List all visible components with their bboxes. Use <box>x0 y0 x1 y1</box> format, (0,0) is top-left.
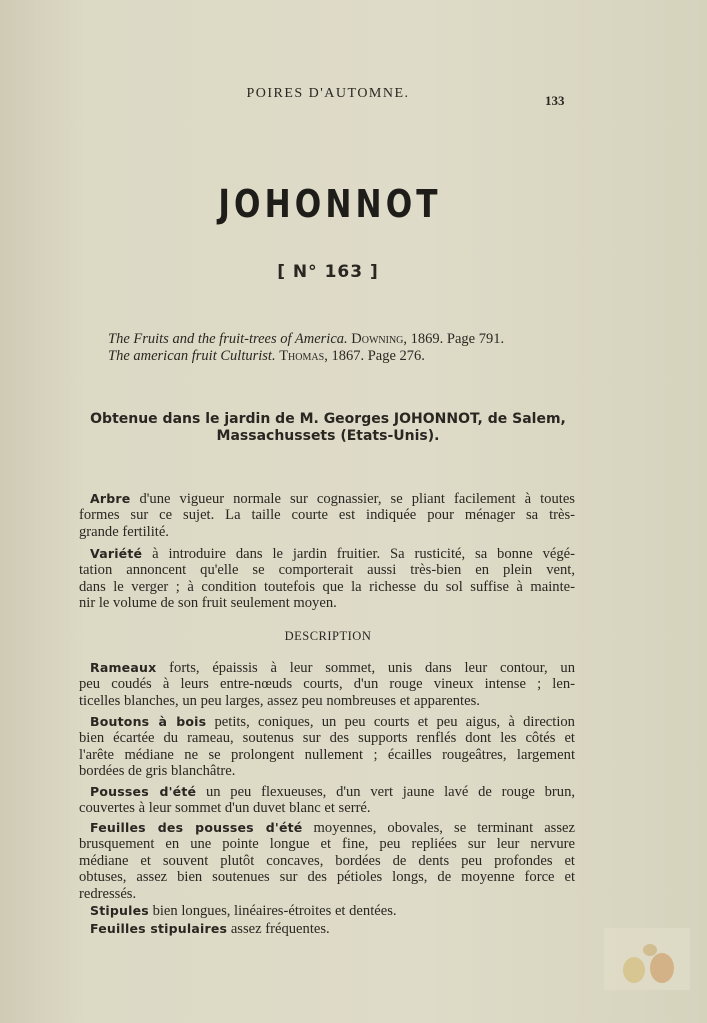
paragraph-lead-term: Stipules <box>90 903 149 918</box>
paragraph-line <box>79 693 575 710</box>
paragraph-text: médiane et souvent plutôt concaves, bordées de dents peu profondes et <box>79 852 575 869</box>
paragraph-lead-term: Arbre <box>90 491 131 506</box>
paragraph-lead-term: Feuilles des pousses d'été <box>90 820 303 835</box>
paragraph-line <box>79 676 575 693</box>
paragraph-text: ticelles blanches, un peu larges, assez peu nombreuses et apparentes. <box>79 692 480 709</box>
paragraph-line <box>79 853 575 870</box>
paragraph-line <box>79 595 575 612</box>
paragraph-line <box>79 886 575 903</box>
paragraph-text: bien écartée du rameau, soutenus sur des supports renflés dont les côtés et <box>79 729 575 746</box>
paragraph-text: brusquement en une pointe longue et fine, peu repliées sur leur nervure <box>79 835 575 852</box>
paragraph-text: à introduire dans le jardin fruitier. Sa rusticité, sa bonne végé- <box>152 546 575 562</box>
paragraph-text: grande fertilité. <box>79 523 169 540</box>
reference-author: Thomas <box>279 348 325 364</box>
paragraph-lead-term: Feuilles stipulaires <box>90 921 228 936</box>
paragraph-text: tation annoncent qu'elle se comporterait aussi très-bien en plein vent, <box>79 561 575 578</box>
paragraph-text: obtuses, assez bien soutenues sur des pétioles longs, de moyenne force et <box>79 869 575 886</box>
page-number: 133 <box>545 93 565 108</box>
variety-number: [ N° 163 ] <box>277 262 379 282</box>
paragraph-text: formes sur ce sujet. La taille courte est indiquée pour ménager sa très- <box>79 506 575 523</box>
paragraph-line <box>90 545 575 562</box>
origin-line-1: Obtenue dans le jardin de M. Georges JOHONNOT, de Salem, <box>90 411 566 427</box>
paragraph-text: moyennes, obovales, se terminant assez <box>313 820 575 836</box>
paragraph-line <box>90 783 575 800</box>
paragraph-text: nir le volume de son fruit seulement moyen. <box>79 595 337 612</box>
paragraph-text: petits, coniques, un peu courts et peu aigus, à direction <box>214 714 575 730</box>
paragraph-text: couvertes à leur sommet d'un duvet blanc et serré. <box>79 799 371 816</box>
reference-details: , 1867. Page 276. <box>324 348 425 364</box>
paragraph-line <box>90 902 575 919</box>
fruit-watermark-icon <box>604 928 690 990</box>
paragraph-line <box>90 659 575 676</box>
reference-1 <box>108 331 504 348</box>
paragraph-line <box>90 920 575 937</box>
paragraph-line <box>90 819 575 836</box>
running-title: POIRES D'AUTOMNE. <box>246 86 410 101</box>
paragraph-line <box>79 836 575 853</box>
paragraph-line <box>90 490 575 507</box>
paragraph-line <box>79 869 575 886</box>
paragraph-line <box>79 763 575 780</box>
paragraph-line <box>79 579 575 596</box>
reference-author: Downing <box>351 331 404 347</box>
paragraph-text: un peu flexueuses, d'un vert jaune lavé de rouge brun, <box>205 784 576 800</box>
paragraph-line <box>79 507 575 524</box>
paragraph-text: forts, épaissis à leur sommet, unis dans leur contour, un <box>169 660 575 676</box>
paragraph-line <box>79 800 575 817</box>
paragraph-line <box>79 730 575 747</box>
paragraph-line <box>79 524 575 541</box>
paragraph-text: l'arête médiane ne se prolongent nullement ; écailles rougeâtres, largement <box>79 746 575 763</box>
paragraph-lead-term: Variété <box>90 546 143 561</box>
paragraph-lead-term: Pousses d'été <box>90 784 197 799</box>
variety-title: JOHONNOT <box>218 182 442 226</box>
paragraph-lead-term: Boutons à bois <box>90 714 207 729</box>
reference-details: , 1869. Page 791. <box>403 331 505 347</box>
paragraph-text: bordées de gris blanchâtre. <box>79 763 236 780</box>
paragraph-text: dans le verger ; à condition toutefois que la richesse du sol suffise à mainte- <box>79 578 575 595</box>
paragraph-line <box>79 747 575 764</box>
paragraph-text: d'une vigueur normale sur cognassier, se pliant facilement à toutes <box>139 491 575 507</box>
paragraph-text: redressés. <box>79 886 137 903</box>
paragraph-text: bien longues, linéaires-étroites et dentées. <box>152 903 397 919</box>
paragraph-line <box>79 562 575 579</box>
description-heading: DESCRIPTION <box>284 629 372 643</box>
paragraph-line <box>90 713 575 730</box>
paragraph-text: peu coudés à leurs entre-nœuds courts, d'un rouge vineux intense ; len- <box>79 675 575 692</box>
paragraph-lead-term: Rameaux <box>90 660 157 675</box>
reference-title: The american fruit Culturist. <box>108 348 276 364</box>
reference-2 <box>108 348 425 365</box>
paragraph-text: assez fréquentes. <box>230 921 330 937</box>
origin-line-2: Massachussets (Etats-Unis). <box>216 428 440 444</box>
reference-title: The Fruits and the fruit-trees of America. <box>108 331 348 347</box>
